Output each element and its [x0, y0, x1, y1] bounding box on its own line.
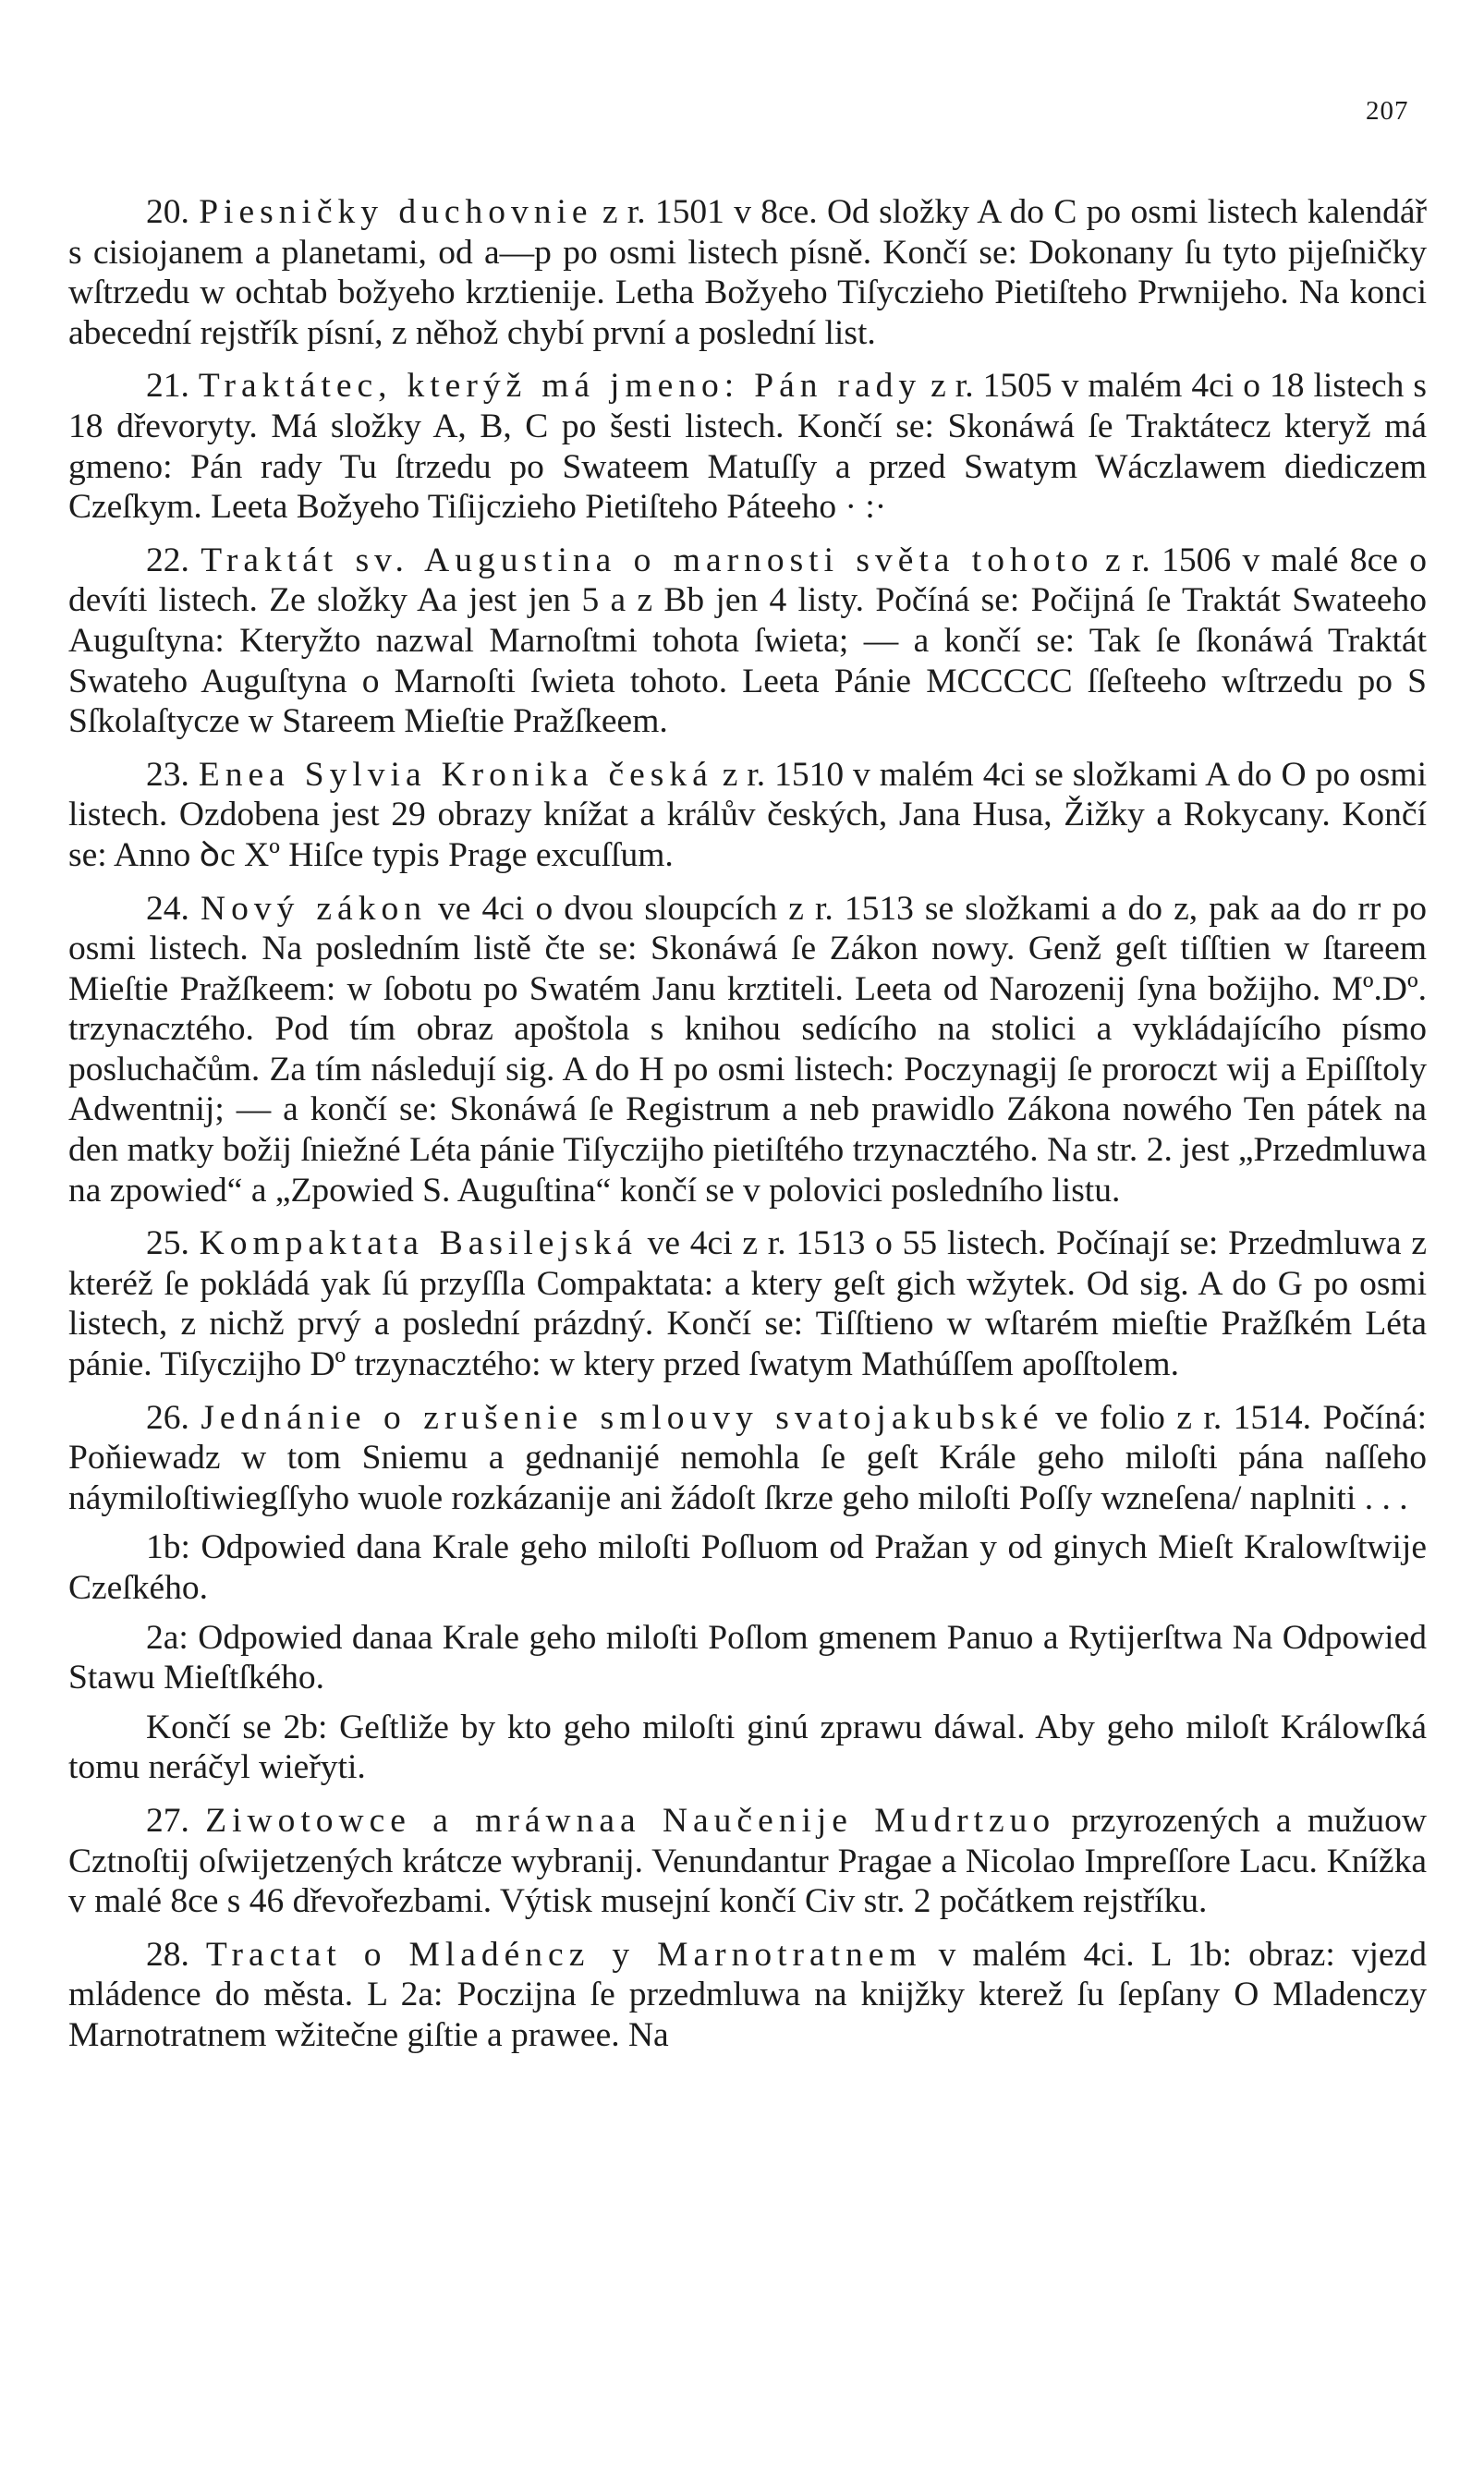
entry-number: 24.	[146, 889, 189, 928]
entry-number: 20.	[146, 193, 189, 231]
entry-paragraph	[68, 541, 1427, 742]
entry-text: z r. 1506 v malé 8ce o devíti listech. Ze složky Aa jest jen 5 a z Bb jen 4 listy. Počíná se: Počijná ſe Traktát Swateeho Auguſtyna: Kteryžto nazwal Marnoſtmi tohota ſwieta; — a končí se: Tak ſe ſkonáwá Traktát Swateho Auguſtyna o Marnoſti ſwieta tohoto. Leeta Pánie MCCCCC ſſeſteeho wſtrzedu po S Sſkolaſtycze w Stareem Mieſtie Pražſkeem.	[68, 541, 1428, 741]
entry-number: 21.	[146, 367, 189, 406]
entry-23	[68, 755, 1427, 876]
entry-text: ve 4ci o dvou sloupcích z r. 1513 se složkami a do z, pak aa do rr po osmi listech. Na posledním listě čte se: Skonáwá ſe Zákon nowy. Genž geſt tiſſtien w ſtareem Mieſtie Pražſkeem: w ſobotu po Swatém Janu krztiteli. Leeta od Narozenij ſyna božijho. Mº.Dº. trzynacztého. Pod tím obraz apoštola s knihou sedícího na stolici a vykládajícího písmo posluchačům. Za tím následují sig. A do H po osmi listech: Poczynagij ſe proroczt wij a Epiſſtoly Adwentnij; — a končí se: Skonáwá ſe Registrum a neb prawidlo Zákona nowého Ten pátek na den matky božij ſniežné Léta pánie Tiſyczijho pietiſtého trzynacztého. Na str. 2. jest „Przedmluwa na zpowied“ a „Zpowied S. Auguſtina“ končí se v polovici posledního listu.	[68, 889, 1427, 1210]
entry-number: 25.	[146, 1224, 189, 1263]
entry-paragraph	[68, 1935, 1427, 2056]
entry-24	[68, 889, 1427, 1211]
entry-text: z r. 1505 v malém 4ci o 18 listech s 18 dřevoryty. Má složky A, B, C po šesti listech. Končí se: Skonáwá ſe Traktátecz kteryž má gmeno: Pán rady Tu ſtrzedu po Swateem Matuſſy a przed Swatym Wáczlawem diediczem Czeſkym. Leeta Božyeho Tiſijczieho Pietiſteho Páteeho · :·	[68, 367, 1428, 527]
entry-21	[68, 366, 1427, 527]
entry-title: Enea Sylvia Kronika česká	[198, 755, 713, 794]
text-body	[68, 192, 1427, 2069]
entry-paragraph	[68, 1801, 1427, 1922]
entry-paragraph	[68, 889, 1427, 1211]
entry-title: Ziwotowce a mráwnaa Naučenije Mudrtzuo	[205, 1801, 1056, 1840]
entry-title: Tractat o Mladéncz y Marnotratnem	[205, 1935, 922, 1974]
entry-text: ve 4ci z r. 1513 o 55 listech. Počínají se: Przedmluwa z kteréž ſe pokládá yak ſú przyſſla Compaktata: a ktery geſt gich wžytek. Od sig. A do G po osmi listech, z nichž prvý a poslední prázdný. Končí se: Tiſſtieno w wſtarém mieſtie Pražſkém Léta pánie. Tiſyczijho Dº trzynacztého: w ktery przed ſwatym Mathúſſem apoſſtolem.	[68, 1224, 1427, 1384]
entry-paragraph	[68, 366, 1427, 527]
entry-title: Traktátec, kterýž má jmeno: Pán rady	[198, 367, 922, 406]
entry-title: Jednánie o zrušenie smlouvy svatojakubské	[201, 1398, 1044, 1437]
entry-number: 22.	[146, 541, 189, 579]
entry-text: przyrozených a mužuow Cztnoſtij oſwijetzených krátcze wybranij. Venundantur Pragae a Nicolao Impreſſore Lacu. Knížka v malé 8ce s 46 dřevořezbami. Výtisk musejní končí Civ str. 2 počátkem rejstříku.	[68, 1801, 1427, 1921]
entry-subparagraph: Končí se 2b: Geſtliže by kto geho miloſti ginú zprawu dáwal. Aby geho miloſt Králowſká tomu neráčyl wieřyti.	[68, 1708, 1427, 1787]
entry-paragraph	[68, 1223, 1427, 1384]
entry-27	[68, 1801, 1427, 1922]
entry-paragraph	[68, 755, 1427, 876]
entry-title: Nový zákon	[200, 889, 427, 928]
entry-title: Traktát sv. Augustina o marnosti světa tohoto	[201, 541, 1094, 579]
entry-title: Piesničky duchovnie	[199, 193, 593, 231]
page-number: 207	[1366, 96, 1409, 126]
entry-25	[68, 1223, 1427, 1384]
entry-text: z r. 1501 v 8ce. Od složky A do C po osmi listech kalendář s cisiojanem a planetami, od a—p po osmi listech písně. Končí se: Dokonany ſu tyto pijeſničky wſtrzedu w ochtab božyeho krztienije. Letha Božyeho Tiſyczieho Pietiſteho Prwnijeho. Na konci abecední rejstřík písní, z něhož chybí první a poslední list.	[68, 193, 1427, 352]
entry-number: 28.	[146, 1935, 189, 1974]
entry-paragraph	[68, 192, 1427, 353]
entry-text: ve folio z r. 1514. Počíná: Poňiewadz w tom Sniemu a gednanijé nemohla ſe geſt Krále geho miloſti pána naſſeho náymiloſtiwiegſſyho wuole rozkázanije ani žádoſt ſkrze geho miloſti Poſſy wzneſena/ naplniti . . .	[68, 1398, 1428, 1517]
entry-number: 23.	[146, 755, 189, 794]
entry-title: Kompaktata Basilejská	[199, 1224, 638, 1263]
entry-text: z r. 1510 v malém 4ci se složkami A do O po osmi listech. Ozdobena jest 29 obrazy knížat a králův českých, Jana Husa, Žižky a Rokycany. Končí se: Anno ꝺc Xº Hiſce typis Prage excuſſum.	[68, 755, 1427, 874]
entry-22	[68, 541, 1427, 742]
entry-26	[68, 1398, 1427, 1788]
entry-subparagraph: 1b: Odpowied dana Krale geho miloſti Poſluom od Pražan y od ginych Mieſt Kralowſtwije Czeſkého.	[68, 1528, 1427, 1607]
entry-number: 27.	[146, 1801, 189, 1840]
entry-28	[68, 1935, 1427, 2056]
entry-text: v malém 4ci. L 1b: obraz: vjezd mládence do města. L 2a: Poczijna ſe przedmluwa na knijžky kterež ſu ſepſany O Mladenczy Marnotratnem wžitečne giſtie a prawee. Na	[68, 1935, 1427, 2054]
entry-paragraph	[68, 1398, 1427, 1519]
entry-number: 26.	[146, 1398, 189, 1437]
entry-subparagraph: 2a: Odpowied danaa Krale geho miloſti Poſlom gmenem Panuo a Rytijerſtwa Na Odpowied Stawu Mieſtſkého.	[68, 1618, 1427, 1697]
entry-20	[68, 192, 1427, 353]
